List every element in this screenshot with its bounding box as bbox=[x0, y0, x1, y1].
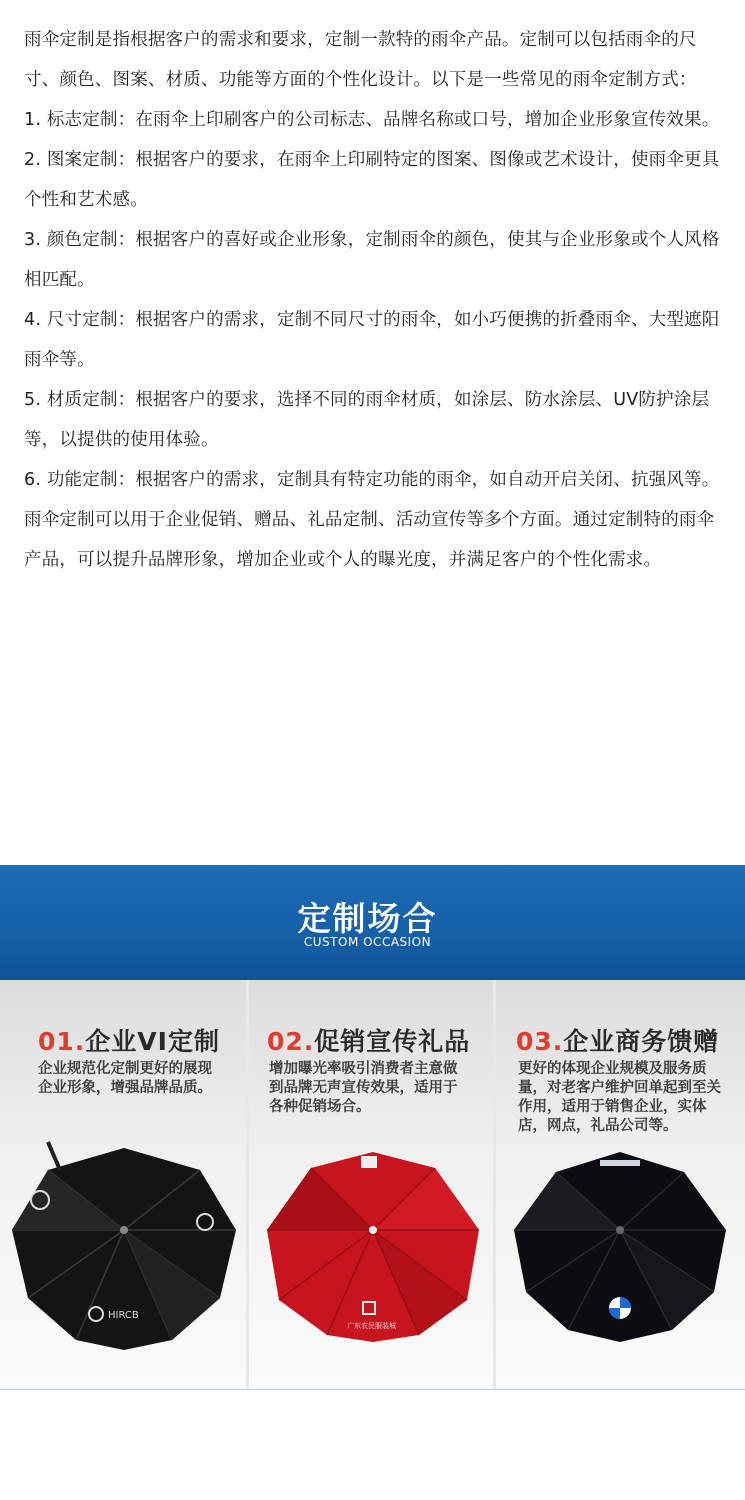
intro-list-item: 6. 功能定制：根据客户的需求，定制具有特定功能的雨伞，如自动开启关闭、抗强风等。 bbox=[24, 470, 720, 490]
custom-occasion-banner bbox=[0, 865, 745, 980]
banner-title: 定制场合 bbox=[297, 899, 438, 938]
occasion-number: 03. bbox=[516, 1027, 564, 1056]
umbrella-print-text: HIRCB bbox=[108, 1310, 139, 1321]
occasion-card-vi bbox=[0, 980, 246, 1390]
intro-paragraph: 雨伞定制是指根据客户的需求和要求，定制一款特的雨伞产品。定制可以包括雨伞的尺寸、颜色、图案、材质、功能等方面的个性化设计。以下是一些常见的雨伞定制方式： bbox=[24, 30, 697, 90]
section-divider bbox=[0, 1389, 745, 1390]
occasion-number: 01. bbox=[38, 1027, 86, 1056]
occasion-description: 更好的体现企业规模及服务质量，对老客户维护回单起到至关作用，适用于销售企业，实体店，网点，礼品公司等。 bbox=[518, 1061, 721, 1134]
umbrella-print-text: 广东农民服装城 bbox=[347, 1322, 396, 1330]
occasion-title bbox=[38, 1022, 220, 1058]
intro-text bbox=[24, 20, 724, 580]
occasion-number: 02. bbox=[267, 1027, 315, 1056]
black-business-umbrella-image bbox=[496, 1130, 744, 1380]
occasion-description: 增加曝光率吸引消费者主意做到品牌无声宣传效果，适用于各种促销场合。 bbox=[269, 1061, 458, 1115]
occasion-title-text: 企业商务馈赠 bbox=[563, 1027, 720, 1056]
intro-list-item: 2. 图案定制：根据客户的要求，在雨伞上印刷特定的图案、图像或艺术设计，使雨伞更具个性和艺术感。 bbox=[24, 150, 720, 210]
occasion-card-promo bbox=[249, 980, 493, 1390]
black-umbrella-image bbox=[0, 1130, 248, 1380]
occasion-description: 企业规范化定制更好的展现企业形象，增强品牌品质。 bbox=[38, 1061, 212, 1096]
occasion-title bbox=[267, 1022, 470, 1058]
banner-subtitle: CUSTOM OCCASION bbox=[303, 935, 432, 949]
occasion-title-text: 促销宣传礼品 bbox=[314, 1027, 471, 1056]
occasion-card-business bbox=[496, 980, 745, 1390]
intro-list-item: 4. 尺寸定制：根据客户的需求，定制不同尺寸的雨伞，如小巧便携的折叠雨伞、大型遮阳雨伞等。 bbox=[24, 310, 720, 370]
occasion-title bbox=[516, 1022, 719, 1058]
intro-list-item: 3. 颜色定制：根据客户的喜好或企业形象，定制雨伞的颜色，使其与企业形象或个人风格相匹配。 bbox=[24, 230, 720, 290]
intro-list-item: 5. 材质定制：根据客户的要求，选择不同的雨伞材质，如涂层、防水涂层、UV防护涂层等，以提供的使用体验。 bbox=[24, 390, 710, 450]
red-umbrella-image bbox=[249, 1130, 497, 1380]
intro-list-item: 1. 标志定制：在雨伞上印刷客户的公司标志、品牌名称或口号，增加企业形象宣传效果。 bbox=[24, 110, 720, 130]
occasion-cards bbox=[0, 980, 745, 1390]
occasion-title-text: 企业VI定制 bbox=[85, 1027, 220, 1056]
intro-paragraph: 雨伞定制可以用于企业促销、赠品、礼品定制、活动宣传等多个方面。通过定制特的雨伞产品，可以提升品牌形象，增加企业或个人的曝光度，并满足客户的个性化需求。 bbox=[24, 510, 715, 570]
